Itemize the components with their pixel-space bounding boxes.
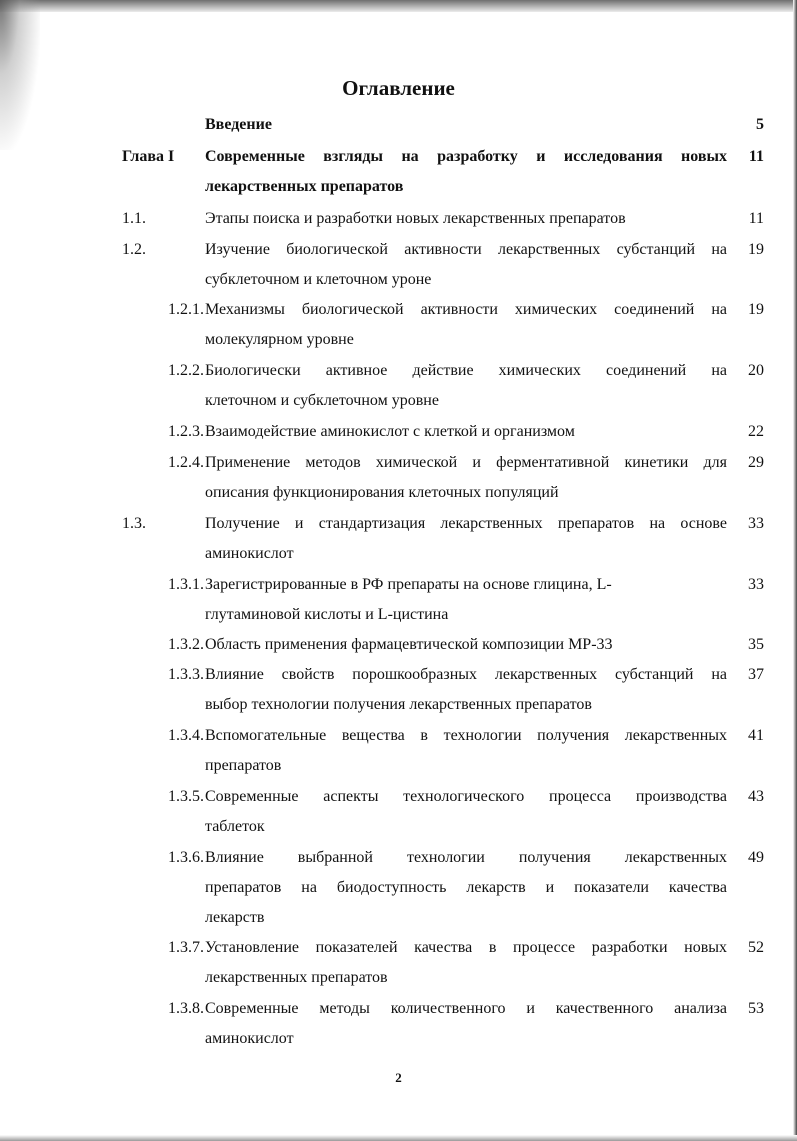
toc-entry-text: Изучение биологической активности лекарственных субстанций на субклеточном и клеточном уроне — [205, 241, 727, 288]
toc-entry-page: 33 — [748, 515, 764, 532]
toc-entry-page: 22 — [748, 423, 764, 440]
scan-corner-shadow — [0, 0, 40, 150]
toc-entry-text: Механизмы биологической активности химических соединений на молекулярном уровне — [205, 301, 727, 348]
toc-entry-number: 1.3.2. — [168, 636, 204, 653]
toc-entry-number: 1.3.1. — [168, 576, 204, 593]
toc-entry-page: 19 — [748, 241, 764, 258]
toc-entry-text: Установление показателей качества в процессе разработки новых лекарственных препаратов — [205, 939, 727, 986]
toc-entry-text: Влияние свойств порошкообразных лекарственных субстанций на выбор технологии получения лекарственных препаратов — [205, 666, 727, 713]
toc-entry-number: 1.2.4. — [168, 454, 204, 471]
toc-entry-page: 19 — [748, 301, 764, 318]
toc-entry-page: 29 — [748, 454, 764, 471]
toc-entry-text: Современные взгляды на разработку и исследования новых лекарственных препаратов — [205, 148, 727, 195]
scan-edge-top — [0, 0, 797, 12]
toc-entry-page: 49 — [748, 849, 764, 866]
toc-entry-page: 5 — [756, 116, 764, 133]
toc-entry-page: 53 — [748, 1000, 764, 1017]
toc-entry-page: 43 — [748, 788, 764, 805]
toc-entry-text: Влияние выбранной технологии получения лекарственных препаратов на биодоступность лекарств и показатели качества лекарств — [205, 849, 727, 926]
toc-entry-text: Получение и стандартизация лекарственных препаратов на основе аминокислот — [205, 515, 727, 562]
toc-entry-text: Этапы поиска и разработки новых лекарственных препаратов — [205, 210, 626, 227]
scan-edge-right — [793, 0, 797, 1141]
toc-entry-number: 1.3.7. — [168, 939, 204, 956]
toc-entry-text: Применение методов химической и ферментативной кинетики для описания функционирования клеточных популяций — [205, 454, 727, 501]
toc-entry-page: 37 — [748, 666, 764, 683]
toc-entry-page: 20 — [748, 362, 764, 379]
toc-entry-text: Взаимодействие аминокислот с клеткой и организмом — [205, 423, 575, 440]
toc-entry-number: Глава I — [122, 148, 175, 165]
toc-entry-page: 33 — [748, 576, 764, 593]
toc-entry-number: 1.3.5. — [168, 788, 204, 805]
toc-entry-text: Зарегистрированные в РФ препараты на основе глицина, L- глутаминовой кислоты и L-цистина — [205, 576, 612, 623]
toc-entry-page: 35 — [748, 636, 764, 653]
toc-entry-text: Вспомогательные вещества в технологии получения лекарственных препаратов — [205, 727, 727, 774]
toc-entry-number: 1.2.1. — [168, 301, 204, 318]
toc-entry-number: 1.2.2. — [168, 362, 204, 379]
toc-entry-number: 1.3.3. — [168, 666, 204, 683]
toc-entry-page: 52 — [748, 939, 764, 956]
toc-entry-text: Биологически активное действие химических соединений на клеточном и субклеточном уровне — [205, 362, 727, 409]
toc-entry-text: Область применения фармацевтической композиции МР-33 — [205, 636, 613, 653]
toc-entry-number: 1.2.3. — [168, 423, 204, 440]
toc-entry-number: 1.3.4. — [168, 727, 204, 744]
toc-entry-text: Современные аспекты технологического процесса производства таблеток — [205, 788, 727, 835]
toc-entry-page: 11 — [748, 210, 764, 227]
toc-entry-page: 41 — [748, 727, 764, 744]
toc-entry-number: 1.2. — [122, 241, 146, 258]
toc-entry-page: 11 — [748, 148, 764, 165]
scan-edge-bottom — [0, 1135, 797, 1141]
toc-entry-number: 1.3. — [122, 515, 146, 532]
toc-entry-text: Введение — [205, 116, 272, 133]
toc-entry-number: 1.3.8. — [168, 1000, 204, 1017]
toc-entry-text: Современные методы количественного и качественного анализа аминокислот — [205, 1000, 727, 1047]
toc-entry-number: 1.3.6. — [168, 849, 204, 866]
page-number: 2 — [395, 1070, 402, 1085]
toc-entry-number: 1.1. — [122, 210, 146, 227]
page-title: Оглавление — [342, 76, 455, 100]
